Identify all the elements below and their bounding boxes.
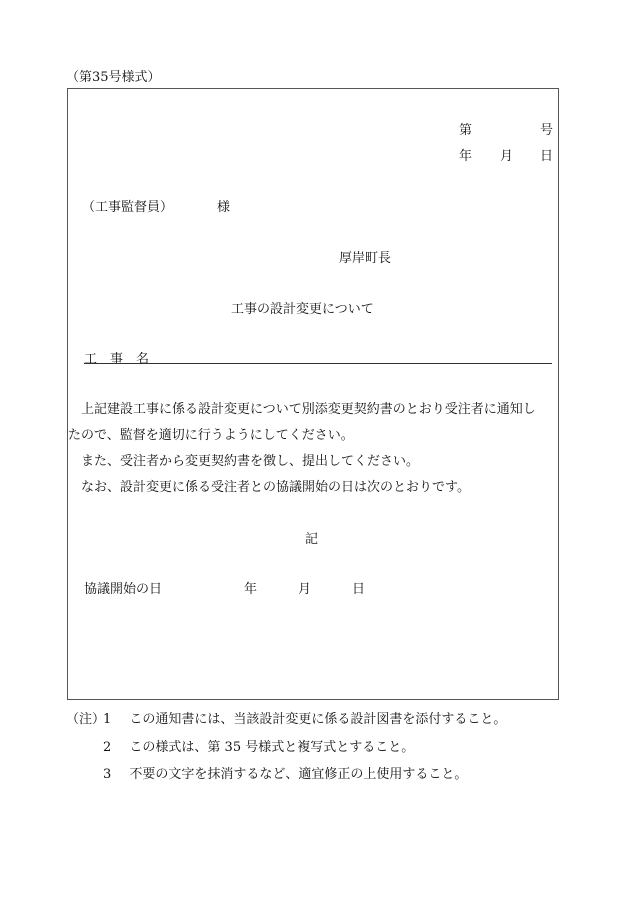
body-line-2: たので、監督を適切に行うようにしてください。 [68,428,354,443]
note-number: 1 [103,712,112,727]
doc-number-dai: 第 [459,123,473,138]
consultation-label: 協議開始の日 [84,582,163,597]
addressee-honorific: 様 [217,200,231,215]
date-month: 月 [500,149,514,164]
consultation-month: 月 [298,582,312,597]
body-line-4: なお、設計変更に係る受注者との協議開始の日は次のとおりです。 [68,480,470,495]
notes-prefix: （注） [66,712,106,727]
addressee-role: （工事監督員） [82,200,174,215]
note-number: 2 [103,740,112,755]
note-text: この通知書には、当該設計変更に係る設計図書を添付すること。 [129,712,507,727]
consultation-day: 日 [352,582,366,597]
note-text: この様式は、第 35 号様式と複写式とすること。 [129,740,415,755]
body-line-1: 上記建設工事に係る設計変更について別添変更契約書のとおり受注者に通知し [68,402,536,417]
construction-name-line [84,363,552,364]
sender-name: 厚岸町長 [339,251,392,266]
date-day: 日 [540,149,554,164]
document-title: 工事の設計変更について [231,302,374,317]
note-number: 3 [103,767,112,782]
body-line-3: また、受注者から変更契約書を徴し、提出してください。 [68,454,420,469]
note-item [103,736,414,755]
date-year: 年 [459,149,473,164]
note-text: 不要の文字を抹消するなど、適宜修正の上使用すること。 [129,767,468,782]
notice-frame [67,88,559,700]
consultation-year: 年 [244,582,258,597]
construction-name-label: 工 事 名 [84,352,150,367]
ki-mark: 記 [305,532,319,547]
note-item [103,708,506,727]
note-item [103,763,467,782]
doc-number-go: 号 [540,123,554,138]
form-number: （第35号様式） [66,70,161,85]
